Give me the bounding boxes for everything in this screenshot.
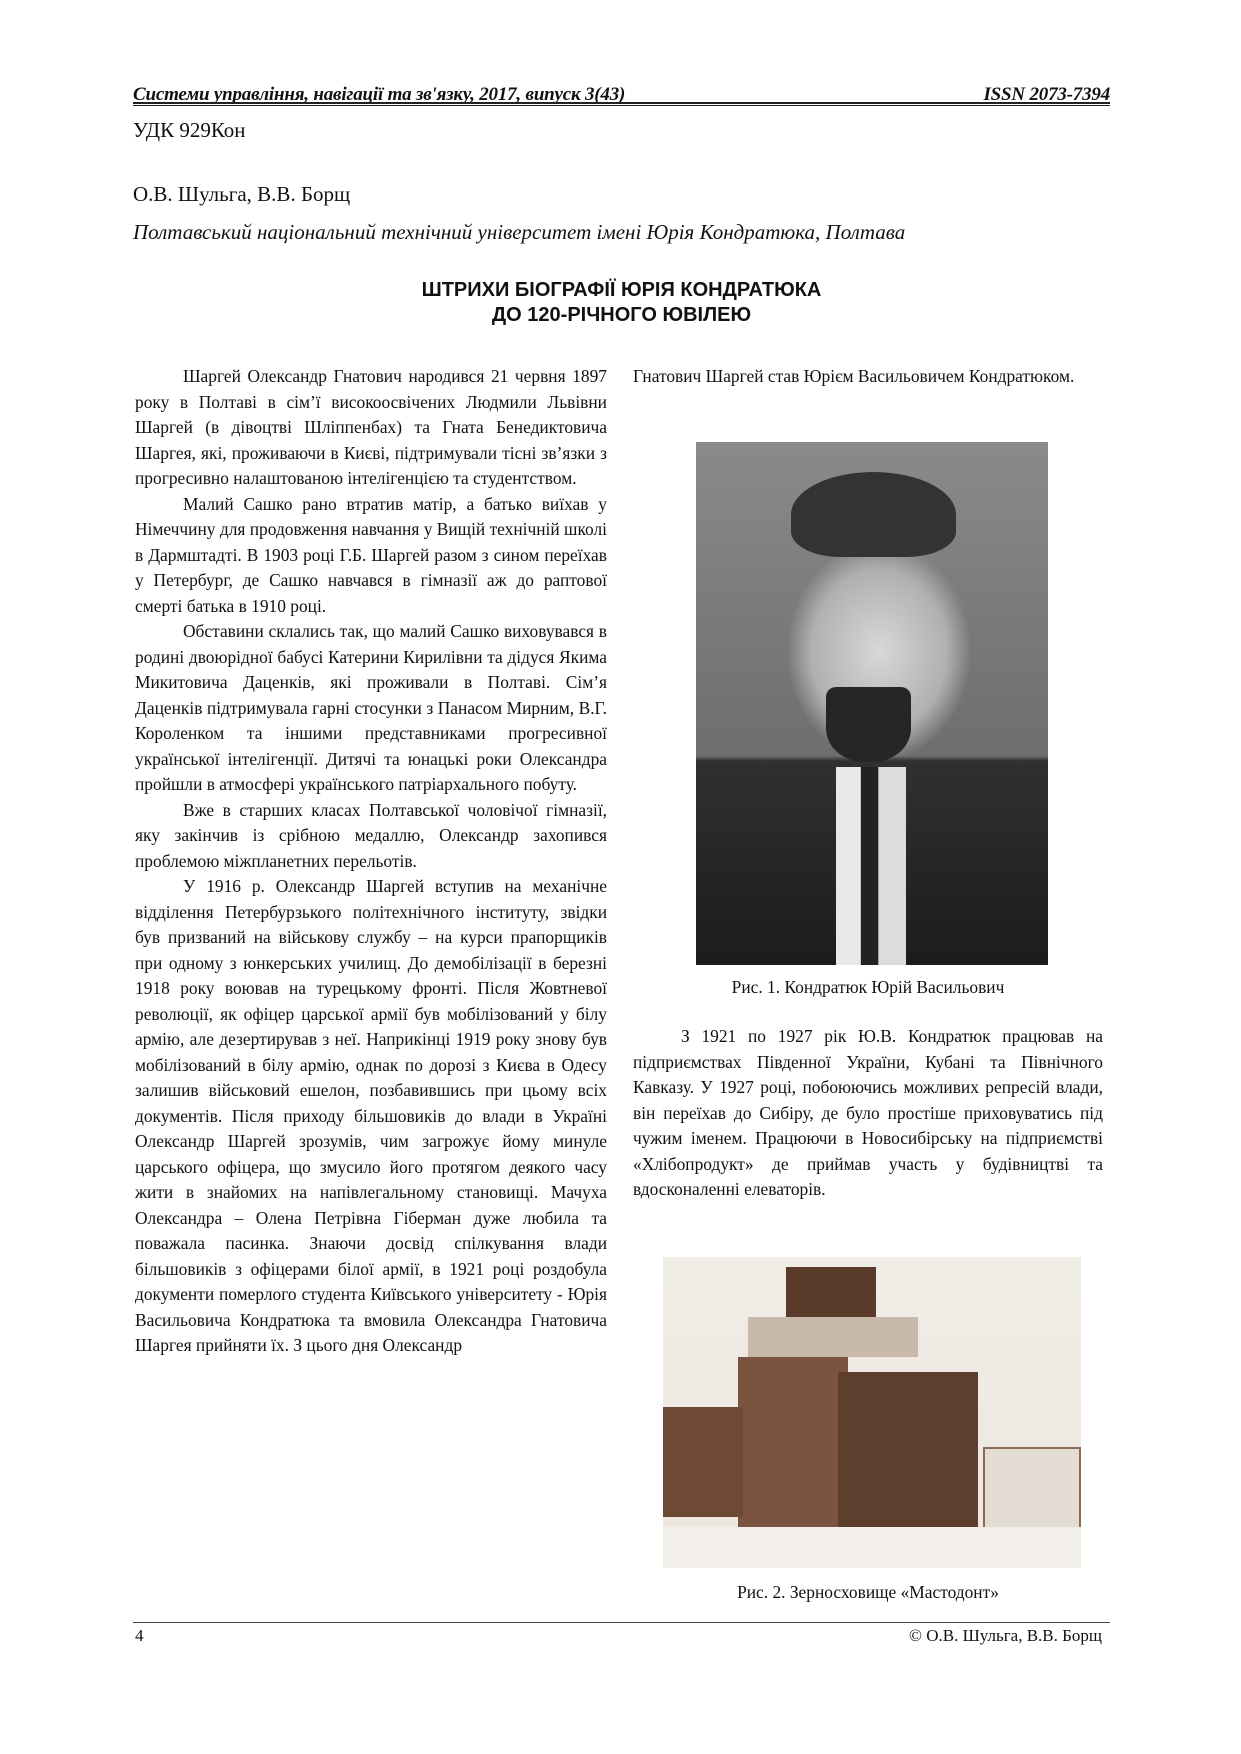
paragraph: Вже в старших класах Полтавської чоловічої гімназії, яку закінчив із срібною медаллю, Олександр захопився проблемою міжпланетних перельотів. bbox=[135, 799, 607, 871]
paragraph: З 1921 по 1927 рік Ю.В. Кондратюк працював на підприємствах Південної України, Кубані та Північного Кавказу. У 1927 році, побоюючись можливих репресій влади, він переїхав до Сибіру, де було простіше приховуватись під чужим іменем. Працюючи в Новосибірську на підприємстві «Хлібопродукт» де приймав участь у будівництві та вдосконаленні елеваторів. bbox=[633, 1026, 1103, 1199]
page-number: 4 bbox=[135, 1626, 144, 1645]
affiliation: Полтавський національний технічний університет імені Юрія Кондратюка, Полтава bbox=[133, 220, 906, 244]
journal-title: Системи управління, навігації та зв'язку, 2017, випуск 3(43) bbox=[133, 84, 626, 105]
authors: О.В. Шульга, В.В. Борщ bbox=[133, 182, 351, 206]
title-line-2: ДО 120-РІЧНОГО ЮВІЛЕЮ bbox=[491, 304, 752, 326]
figure-2-caption: Рис. 2. Зерносховище «Мастодонт» bbox=[737, 1582, 999, 1602]
article-title bbox=[133, 278, 1110, 328]
issn: ISSN 2073-7394 bbox=[983, 84, 1110, 105]
grain-elevator-photo bbox=[663, 1257, 1081, 1568]
right-column-continuation bbox=[633, 364, 1103, 390]
tower-body-shape bbox=[738, 1357, 848, 1537]
paragraph: У 1916 р. Олександр Шаргей вступив на механічне відділення Петербурзького політехнічного інституту, звідки був призваний на військову службу – на курси прапорщиків при одному з юнкерських училищ. До демобілізації в березні 1918 року воював на турецькому фронті. Після Жовтневої революції, як офіцер царської армії був мобілізований у білу армію, але дезертирував з неї. Наприкінці 1919 року знову був мобілізований в білу армію, однак по дорозі з Києва в Одесу залишив військовий ешелон, позбавившись при цьому всіх документів. Після приходу більшовиків до влади в Україні Олександр Шаргей зрозумів, чим загрожує йому минуле царського офіцера, що змусило його протягом деякого часу жити в знайомих на напівлегальному становищі. Мачуха Олександра – Олена Петрівна Гіберман дуже любила та поважала пасинка. Знаючи досвід спілкування влади більшовиків з офіцерами білої армії, в 1921 році роздобула документи померлого студента Київського університету - Юрія Васильовича Кондратюка та вмовила Олександра Гнатовича Шаргея прийняти їх. З цього дня Олександр bbox=[135, 876, 607, 1355]
figure-1-caption: Рис. 1. Кондратюк Юрій Васильович bbox=[731, 977, 1005, 997]
title-line-1: ШТРИХИ БІОГРАФІЇ ЮРІЯ КОНДРАТЮКА bbox=[421, 279, 822, 301]
paragraph: Гнатович Шаргей став Юрієм Васильовичем Кондратюком. bbox=[633, 366, 1075, 386]
main-block-shape bbox=[838, 1372, 978, 1552]
header-divider bbox=[133, 102, 1110, 106]
portrait-beard-shape bbox=[826, 687, 911, 762]
copyright-notice: © О.В. Шульга, В.В. Борщ bbox=[909, 1626, 1102, 1645]
portrait-hair-shape bbox=[791, 472, 956, 557]
right-column-paragraph bbox=[633, 1024, 1103, 1203]
roof-shape bbox=[748, 1317, 918, 1357]
paragraph: Обставини склались так, що малий Сашко виховувався в родині двоюрідної бабусі Катерини Кирилівни та дідуся Якима Микитовича Даценків, які проживали в Полтаві. Сім’я Даценків підтримувала гарні стосунки з Панасом Мирним, В.Г. Короленком та іншими представниками прогресивної української інтелігенції. Дитячі та юнацькі роки Олександра пройшли в атмосфері українського патріархального побуту. bbox=[135, 621, 607, 794]
portrait-shirt-tie-shape bbox=[836, 767, 906, 965]
udk-code: УДК 929Кон bbox=[133, 118, 246, 142]
left-wing-shape bbox=[663, 1407, 743, 1517]
portrait-photo bbox=[696, 442, 1048, 965]
left-column bbox=[135, 364, 607, 1359]
snow-ground-shape bbox=[663, 1527, 1081, 1568]
tower-top-shape bbox=[786, 1267, 876, 1317]
paragraph: Малий Сашко рано втратив матір, а батько виїхав у Німеччину для продовження навчання у Вищій технічній школі в Дармштадті. В 1903 році Г.Б. Шаргей разом з сином переїхав у Петербург, де Сашко навчався в гімназії аж до раптової смерті батька в 1910 році. bbox=[135, 493, 607, 616]
paragraph: Шаргей Олександр Гнатович народився 21 червня 1897 року в Полтаві в сім’ї високоосвічених Людмили Львівни Шаргей (в дівоцтві Шліппенбах) та Гната Бенедиктовича Шаргея, які, проживаючи в Києві, підтримували тісні зв’язки з прогресивно налаштованою інтелігенцією та студентством. bbox=[135, 366, 607, 488]
footer-divider bbox=[133, 1622, 1110, 1623]
